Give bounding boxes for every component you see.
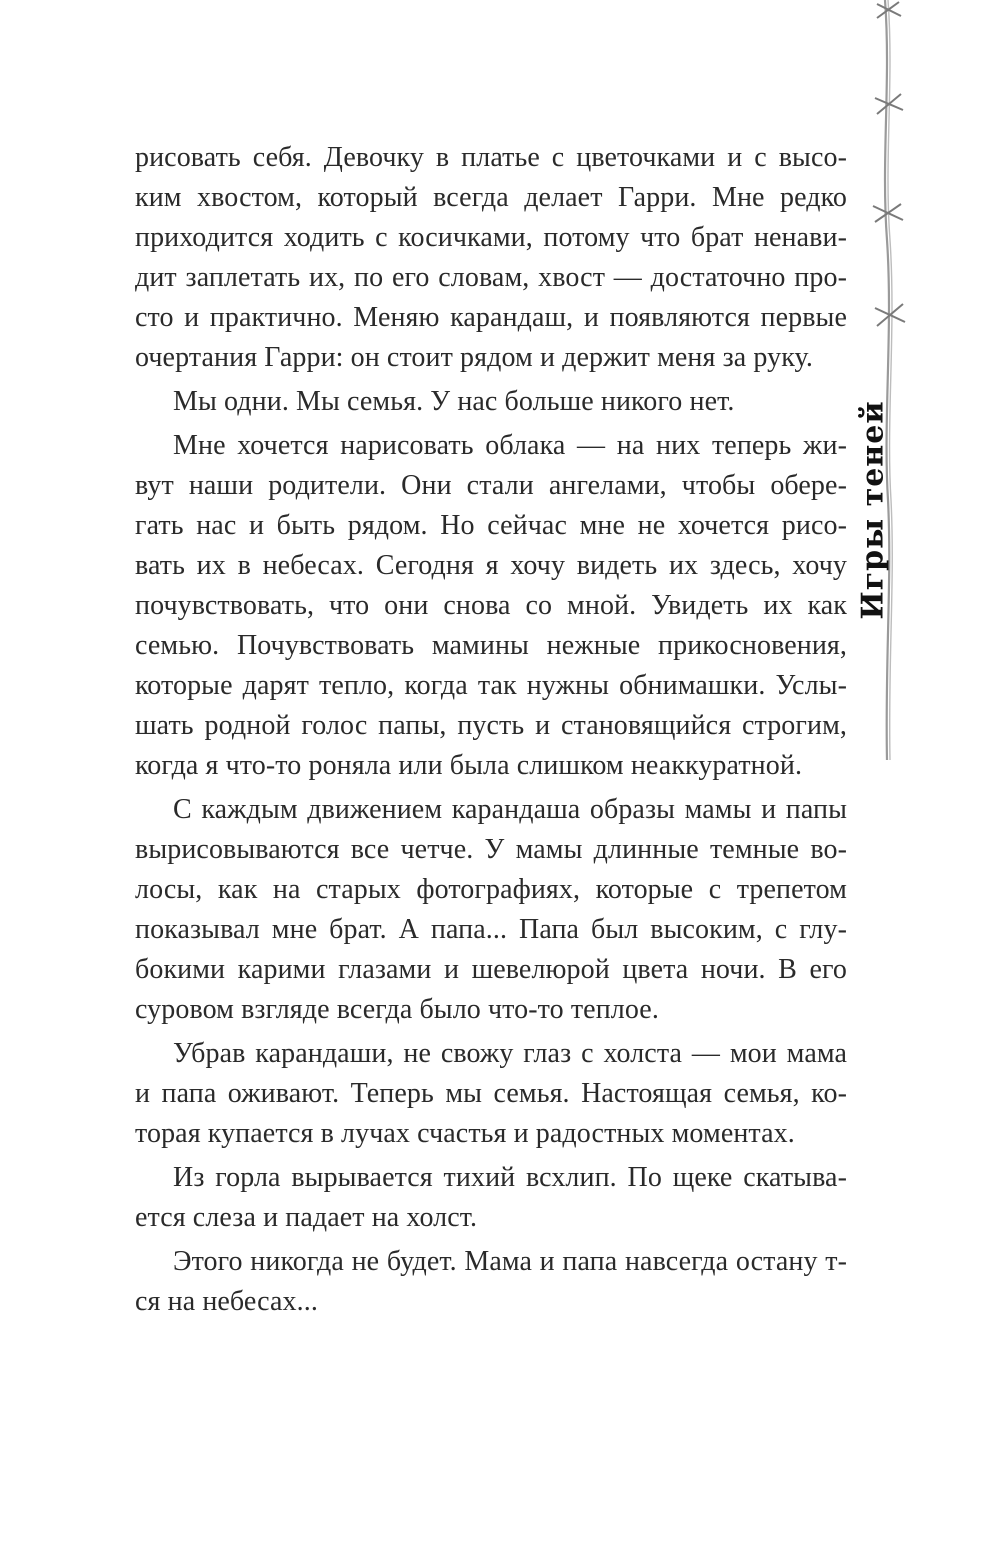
- text-line: бокими карими глазами и шевелюрой цвета ночи. В его: [135, 954, 847, 985]
- text-line: ким хвостом, который всегда делает Гарри. Мне редко: [135, 182, 847, 213]
- text-line: дит заплетать их, по его словам, хвост — достаточно про-: [135, 262, 847, 293]
- book-title: Игры теней: [855, 400, 891, 620]
- text-line: когда я что-то роняла или была слишком неаккуратной.: [135, 750, 803, 781]
- text-line: торая купается в лучах счастья и радостных моментах.: [135, 1118, 795, 1149]
- text-line: Из горла вырывается тихий всхлип. По щеке скатыва-: [173, 1162, 847, 1193]
- text-line: очертания Гарри: он стоит рядом и держит меня за руку.: [135, 342, 813, 373]
- text-line: лосы, как на старых фотографиях, которые с трепетом: [135, 874, 847, 905]
- text-line: Убрав карандаши, не свожу глаз с холста — мои мама: [173, 1038, 847, 1069]
- text-line: показывал мне брат. А папа... Папа был высоким, с глу-: [135, 914, 847, 945]
- running-head-book-title: [848, 400, 898, 620]
- barbed-wire-icon: [845, 0, 945, 760]
- text-line: суровом взгляде всегда было что-то теплое.: [135, 994, 659, 1025]
- text-line: приходится ходить с косичками, потому что брат ненави-: [135, 222, 847, 253]
- text-line: шать родной голос папы, пусть и становящийся строгим,: [135, 710, 847, 741]
- text-line: вырисовываются все четче. У мамы длинные темные во-: [135, 834, 847, 865]
- text-line: Этого никогда не будет. Мама и папа навсегда остану т-: [173, 1246, 847, 1277]
- text-line: вут наши родители. Они стали ангелами, чтобы обере-: [135, 470, 847, 501]
- text-line: ся на небесах...: [135, 1286, 318, 1317]
- text-line: и папа оживают. Теперь мы семья. Настоящая семья, ко-: [135, 1078, 847, 1109]
- text-line: Мы одни. Мы семья. У нас больше никого нет.: [173, 386, 735, 417]
- text-line: рисовать себя. Девочку в платье с цветочками и с высо-: [135, 142, 847, 173]
- text-line: С каждым движением карандаша образы мамы и папы: [173, 794, 847, 825]
- text-line: вать их в небесах. Сегодня я хочу видеть их здесь, хочу: [135, 550, 847, 581]
- text-line: гать нас и быть рядом. Но сейчас мне не хочется рисо-: [135, 510, 847, 541]
- text-line: семью. Почувствовать мамины нежные прикосновения,: [135, 630, 847, 661]
- text-line: ется слеза и падает на холст.: [135, 1202, 478, 1233]
- page-body-text: [135, 138, 847, 1322]
- text-line: сто и практично. Меняю карандаш, и появляются первые: [135, 302, 847, 333]
- text-line: Мне хочется нарисовать облака — на них теперь жи-: [173, 430, 847, 461]
- barbed-wire-decoration: [845, 0, 945, 760]
- text-line: которые дарят тепло, когда так нужны обнимашки. Услы-: [135, 670, 847, 701]
- text-line: почувствовать, что они снова со мной. Увидеть их как: [135, 590, 847, 621]
